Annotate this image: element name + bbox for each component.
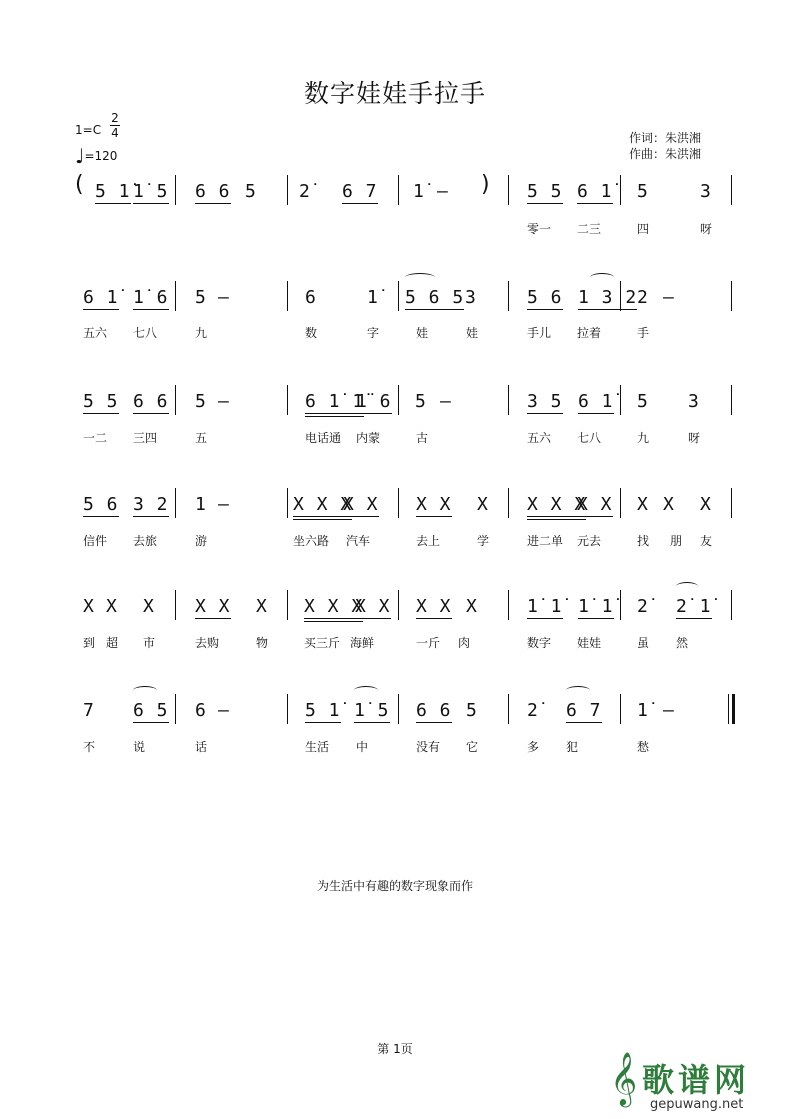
note: 1̇ (413, 181, 425, 202)
note: – (218, 700, 230, 721)
lyric: 中 (356, 740, 369, 754)
note: 5 (195, 391, 207, 412)
bar-line (398, 488, 399, 518)
note: 1̇ 1̇ (527, 596, 563, 617)
note: 6 (305, 287, 317, 308)
note: 1 (195, 494, 207, 515)
lyric: 没有 (416, 740, 441, 754)
note: 6 1̇ 1̇ (305, 391, 364, 417)
note: X (143, 596, 155, 617)
lyric: 话 (195, 740, 208, 754)
bar-line (398, 175, 399, 205)
lyric: 呀 (688, 431, 701, 445)
note: X (700, 494, 712, 515)
bar-line (620, 488, 621, 518)
bar-line (620, 385, 621, 415)
lyric: 海鲜 (350, 636, 375, 650)
time-signature (110, 111, 120, 140)
lyric: 五六 (83, 326, 108, 340)
meter-bottom: 4 (111, 126, 119, 140)
note: 3 (700, 181, 712, 202)
note: 5 6 (527, 287, 563, 308)
bar-line (731, 590, 732, 620)
note: X (466, 596, 478, 617)
bar-line (398, 694, 399, 724)
slur (566, 686, 590, 695)
note: 3 5 (527, 391, 563, 412)
bar-line (175, 175, 176, 205)
note: – (218, 391, 230, 412)
note: – (663, 700, 675, 721)
lyric: 五 (195, 431, 208, 445)
note: 1̇ 1̇ (578, 596, 614, 617)
note: 1̇ (367, 287, 379, 308)
slur (354, 686, 378, 695)
note: X (663, 494, 675, 515)
lyric: 买三斤 (304, 636, 341, 650)
lyric: 四 (637, 222, 650, 236)
note: 5 5 (527, 181, 563, 202)
lyric: 说 (133, 740, 146, 754)
note: 1̇ (637, 700, 649, 721)
lyric: 汽车 (346, 534, 371, 548)
note: – (440, 391, 452, 412)
note: X (83, 596, 95, 617)
lyric: 愁 (637, 740, 650, 754)
lyric: 然 (676, 636, 689, 650)
bar-line (175, 590, 176, 620)
bar-line (620, 175, 621, 205)
note: 6 6 (195, 181, 231, 202)
note: 6 6 (416, 700, 452, 721)
bar-line (731, 385, 732, 415)
note: 3 2 (133, 494, 169, 515)
lyric: 三四 (133, 431, 158, 445)
page-number: 第 1页 (377, 1042, 413, 1056)
note: 6 1̇ (577, 181, 613, 202)
bar-line (732, 694, 735, 724)
note: 5 5 (83, 391, 119, 412)
bar-line (287, 175, 288, 205)
key-signature: 1=C (75, 123, 102, 137)
lyric: 娃 (416, 326, 429, 340)
note: 5 1̇ (95, 181, 131, 202)
note: – (663, 287, 675, 308)
quarter-note-icon: ♩ (75, 144, 85, 168)
lyric: 朋 (670, 534, 683, 548)
bar-line (398, 281, 399, 311)
note: X X (577, 494, 613, 515)
bar-line (175, 385, 176, 415)
bar-line (508, 488, 509, 518)
lyric: 生活 (305, 740, 330, 754)
lyric: 呀 (700, 222, 713, 236)
note: 2̇ (299, 181, 311, 202)
lyric: 电话通 (305, 431, 342, 445)
bar-line (508, 175, 509, 205)
lyric: 物 (256, 636, 269, 650)
note: 6 1̇ (578, 391, 614, 412)
note: X X (416, 596, 452, 617)
lyric: 手儿 (527, 326, 552, 340)
slur (405, 273, 435, 282)
lyric: 进二单 (527, 534, 564, 548)
footer-note: 为生活中有趣的数字现象而作 (316, 879, 473, 893)
slur (590, 273, 614, 282)
note: 1̇ 5 (133, 181, 169, 202)
note: X X (416, 494, 452, 515)
lyric: 肉 (458, 636, 471, 650)
bar-line (620, 694, 621, 724)
lyric: 拉着 (577, 326, 602, 340)
final-bar-line (728, 694, 729, 724)
note: 5 1̇ (305, 700, 341, 721)
lyric: 二三 (577, 222, 602, 236)
note: 5 (637, 181, 649, 202)
bar-line (175, 281, 176, 311)
bar-line (398, 385, 399, 415)
lyric: 去上 (416, 534, 441, 548)
slur (676, 582, 698, 591)
repeat-parenthesis: ( (75, 172, 84, 197)
bar-line (508, 590, 509, 620)
lyric: 到 (83, 636, 96, 650)
note: 5 6 5 (405, 287, 465, 308)
note: X X (343, 494, 379, 515)
lyric: 内蒙 (356, 431, 381, 445)
lyric: 找 (637, 534, 650, 548)
note: 5 (637, 391, 649, 412)
lyric: 数字 (527, 636, 552, 650)
watermark-logo (610, 1051, 751, 1112)
lyric: 不 (83, 740, 96, 754)
bar-line (731, 488, 732, 518)
lyric: 去购 (195, 636, 220, 650)
bar-line (175, 694, 176, 724)
note: X X X (293, 494, 352, 520)
lyric: 数 (305, 326, 318, 340)
note: X X X (304, 596, 363, 622)
note: 6 6 (133, 391, 169, 412)
bar-line (287, 488, 288, 518)
note: 2̇ 1̇ (676, 596, 712, 617)
lyric: 坐六路 (293, 534, 330, 548)
bar-line (731, 175, 732, 205)
note: 2̇ (527, 700, 539, 721)
note: X X X (527, 494, 586, 520)
lyric: 它 (466, 740, 479, 754)
note: 1̇ 5 (354, 700, 390, 721)
song-title: 数字娃娃手拉手 (303, 79, 486, 108)
bar-line (508, 694, 509, 724)
lyric: 犯 (566, 740, 579, 754)
lyric: 九 (637, 431, 650, 445)
note: 1 3 2 (578, 287, 638, 308)
bar-line (287, 694, 288, 724)
lyric: 学 (477, 534, 490, 548)
note: 3 (688, 391, 700, 412)
lyric: 娃 (466, 326, 479, 340)
note: 1̇ 6 (356, 391, 392, 412)
note: 6 7 (342, 181, 378, 202)
note: 3 (465, 287, 477, 308)
lyric: 多 (527, 740, 540, 754)
note: 6 5 (133, 700, 169, 721)
bar-line (175, 488, 176, 518)
bar-line (398, 590, 399, 620)
lyric: 一二 (83, 431, 108, 445)
composer-credit: 作曲：朱洪湘 (629, 147, 702, 161)
note: 5 (245, 181, 257, 202)
note: X (256, 596, 268, 617)
note: – (437, 181, 449, 202)
note: X (106, 596, 118, 617)
watermark-brand: 歌谱网 (642, 1061, 751, 1099)
lyricist-credit: 作词：朱洪湘 (629, 131, 702, 145)
note: 2 (637, 287, 649, 308)
bar-line (287, 590, 288, 620)
note: 1̇ 6 (133, 287, 169, 308)
note: 5 (466, 700, 478, 721)
note: X X (355, 596, 391, 617)
lyric: 虽 (637, 636, 650, 650)
treble-clef-icon: 𝄞 (610, 1051, 638, 1105)
lyric: 手 (637, 326, 650, 340)
lyric: 市 (143, 636, 156, 650)
note: 6 7 (566, 700, 602, 721)
bar-line (287, 281, 288, 311)
note: 7 (83, 700, 95, 721)
slur (133, 686, 157, 695)
watermark-site: gepuwang.net (650, 1097, 744, 1112)
note: 5 (195, 287, 207, 308)
bar-line (731, 281, 732, 311)
bar-line (620, 590, 621, 620)
tempo-marking (75, 144, 117, 168)
note: 6 1̇ (83, 287, 119, 308)
note: 5 6 (83, 494, 119, 515)
bar-line (508, 385, 509, 415)
meter-top: 2 (111, 111, 119, 125)
bar-line (508, 281, 509, 311)
note: X (477, 494, 489, 515)
lyric: 零一 (527, 222, 552, 236)
lyric: 信件 (83, 534, 108, 548)
note: X (637, 494, 649, 515)
note: 2̇ (637, 596, 649, 617)
lyric: 超 (106, 636, 119, 650)
lyric: 七八 (577, 431, 602, 445)
lyric: 一斤 (416, 636, 441, 650)
lyric: 元去 (577, 534, 602, 548)
bar-line (287, 385, 288, 415)
lyric: 九 (195, 326, 208, 340)
tempo-value: =120 (84, 149, 118, 163)
lyric: 游 (195, 534, 208, 548)
note: – (218, 494, 230, 515)
note: 5 (415, 391, 427, 412)
lyric: 去旅 (133, 534, 158, 548)
note: 6 (195, 700, 207, 721)
lyric: 字 (367, 326, 380, 340)
lyric: 七八 (133, 326, 158, 340)
note: X X (195, 596, 231, 617)
repeat-parenthesis: ) (481, 172, 490, 197)
lyric: 娃娃 (577, 636, 602, 650)
note: – (218, 287, 230, 308)
lyric: 友 (700, 534, 713, 548)
lyric: 五六 (527, 431, 552, 445)
lyric: 古 (416, 431, 429, 445)
